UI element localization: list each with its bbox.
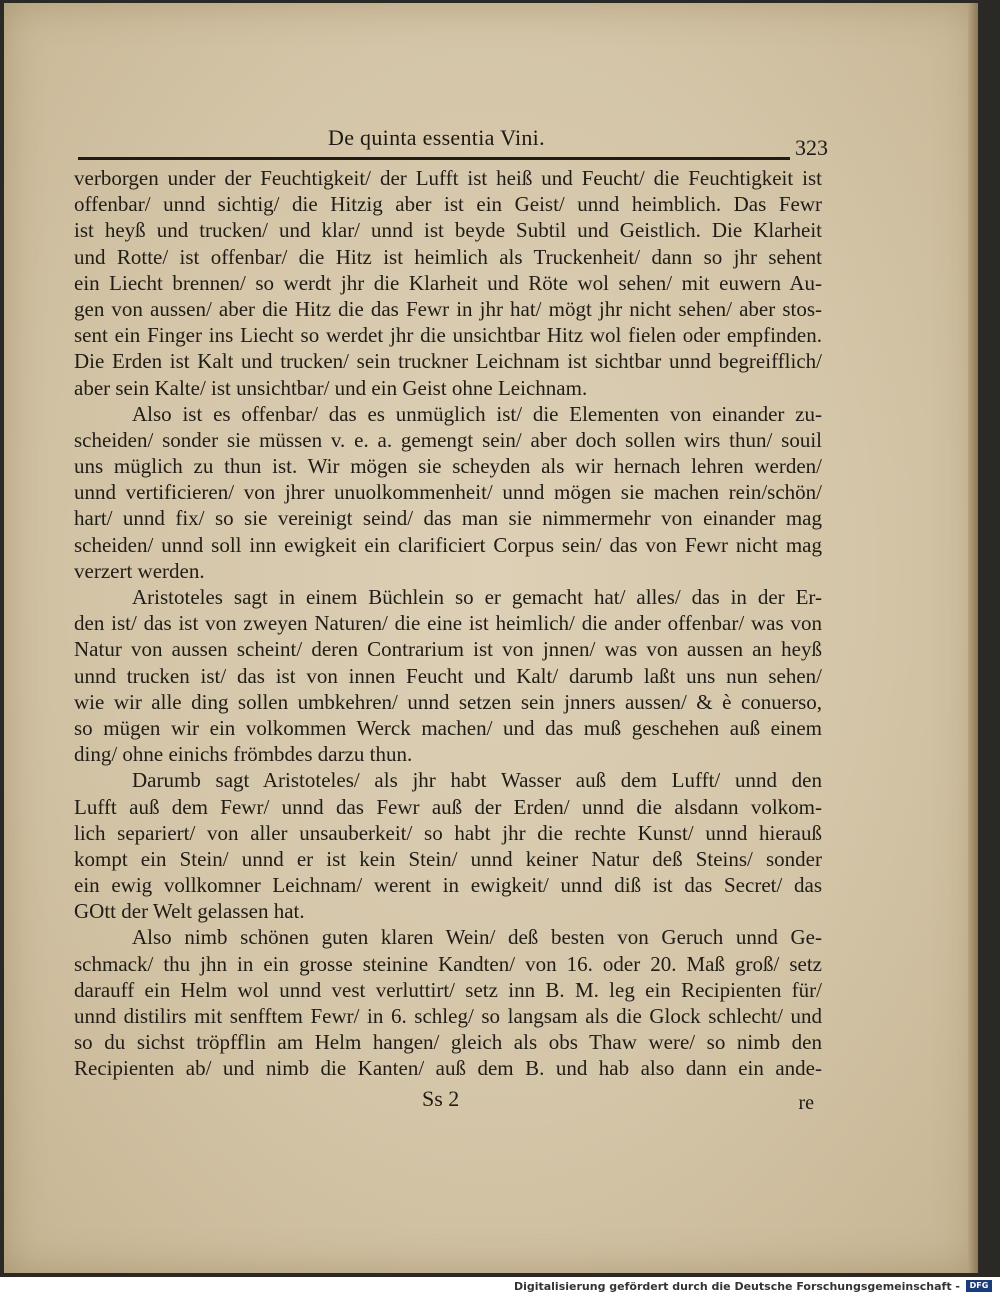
- page-footer: [70, 1086, 818, 1116]
- text-line: Natur von aussen scheint/ deren Contrarium ist von jnnen/ was von aussen an heyß: [74, 637, 822, 662]
- text-line: wie wir alle ding sollen umbkehren/ unnd setzen sein jnners aussen/ & è conuerso,: [74, 689, 822, 714]
- text-line: gen von aussen/ aber die Hitz die das Fewr in jhr hat/ mögt jhr nicht sehen/ aber stos-: [74, 296, 822, 321]
- text-line: schmack/ thu jhn in ein grosse steinine Kandten/ von 16. oder 20. Maß groß/ setz: [74, 951, 822, 976]
- text-line: Die Erden ist Kalt und trucken/ sein truckner Leichnam ist sichtbar unnd begreifflich/: [74, 349, 822, 374]
- text-line: scheiden/ unnd soll inn ewigkeit ein clarificiert Corpus sein/ das von Fewr nicht mag: [74, 532, 822, 557]
- text-line: uns müglich zu thun ist. Wir mögen sie scheyden als wir hernach lehren werden/: [74, 454, 822, 479]
- signature-mark: Ss 2: [422, 1086, 460, 1111]
- text-line: Darumb sagt Aristoteles/ als jhr habt Wasser auß dem Lufft/ unnd den: [132, 768, 822, 793]
- header-rule: [78, 157, 790, 160]
- text-line: ding/ ohne einichs frömbdes darzu thun.: [74, 742, 413, 767]
- text-line: Also nimb schönen guten klaren Wein/ deß besten von Geruch unnd Ge-: [132, 925, 822, 950]
- text-line: unnd vertificieren/ von jhrer unuolkommenheit/ unnd mögen sie machen rein/schön/: [74, 480, 822, 505]
- text-line: Lufft auß dem Fewr/ unnd das Fewr auß der Erden/ unnd die alsdann volkom-: [74, 794, 822, 819]
- text-line: sent ein Finger ins Liecht so werdet jhr die unsichtbar Hitz wol fielen oder empfinden.: [74, 323, 822, 348]
- text-line: lich separiert/ von aller unsauberkeit/ so habt jhr die rechte Kunst/ unnd hierauß: [74, 820, 822, 845]
- text-line: den ist/ das ist von zweyen Naturen/ die eine ist heimlich/ die ander offenbar/ was von: [74, 611, 822, 636]
- running-title: De quinta essentia Vini.: [328, 125, 545, 150]
- text-line: Also ist es offenbar/ das es unmüglich ist/ die Elementen von einander zu-: [132, 401, 822, 426]
- text-line: offenbar/ unnd sichtig/ die Hitzig aber ist ein Geist/ unnd heimblich. Das Fewr: [74, 192, 822, 217]
- text-line: ein ewig vollkomner Leichnam/ werent in ewigkeit/ unnd diß ist das Secret/ das: [74, 873, 822, 898]
- text-line: verzert werden.: [74, 558, 205, 583]
- text-line: scheiden/ sonder sie müssen v. e. a. gemengt sein/ aber doch sollen wirs thun/ souil: [74, 427, 822, 452]
- text-line: GOtt der Welt gelassen hat.: [74, 899, 305, 924]
- text-line: hart/ unnd fix/ so sie vereinigt seind/ das man sie nimmermehr von einander mag: [74, 506, 822, 531]
- funding-credit: Digitalisierung gefördert durch die Deutsche Forschungsgemeinschaft -: [513, 1280, 960, 1293]
- text-line: und Rotte/ ist offenbar/ die Hitz ist heimlich als Truckenheit/ dann so jhr sehent: [74, 244, 822, 269]
- text-line: kompt ein Stein/ unnd er ist kein Stein/ unnd keiner Natur deß Steins/ sonder: [74, 846, 822, 871]
- text-line: unnd distilirs mit senfftem Fewr/ in 6. schleg/ so langsam als die Glock schlecht/ und: [74, 1004, 822, 1028]
- page-number: 323: [795, 135, 828, 160]
- text-line: ein Liecht brennen/ so werdt jhr die Klarheit und Röte wol sehen/ mit euwern Au-: [74, 270, 822, 295]
- text-line: Recipienten ab/ und nimb die Kanten/ auß dem B. und hab also dann ein ande-: [74, 1056, 822, 1081]
- catchword: re: [798, 1092, 814, 1114]
- text-line: ist heyß und trucken/ und klar/ unnd ist beyde Subtil und Geistlich. Die Klarheit: [74, 218, 822, 243]
- body-text: [74, 165, 822, 1082]
- dfg-logo-icon: DFG: [966, 1280, 992, 1292]
- text-line: so mügen wir ein volkommen Werck machen/ und das muß geschehen auß einem: [74, 715, 822, 740]
- text-line: so du sichst tröpfflin am Helm hangen/ gleich als obs Thaw were/ so nimb den: [74, 1030, 822, 1055]
- text-line: unnd trucken ist/ das ist von innen Feucht und Kalt/ darumb laßt uns nun sehen/: [74, 663, 822, 688]
- text-line: aber sein Kalte/ ist unsichtbar/ und ein Geist ohne Leichnam.: [74, 375, 588, 400]
- text-line: verborgen under der Feuchtigkeit/ der Lufft ist heiß und Feucht/ die Feuchtigkeit ist: [74, 166, 822, 190]
- text-line: darauff ein Helm wol unnd vest verluttirt/ setz inn B. M. leg ein Recipienten für/: [74, 977, 822, 1002]
- page-header: [78, 113, 828, 161]
- text-line: Aristoteles sagt in einem Büchlein so er gemacht hat/ alles/ das in der Er-: [132, 585, 822, 609]
- book-page: [4, 3, 976, 1273]
